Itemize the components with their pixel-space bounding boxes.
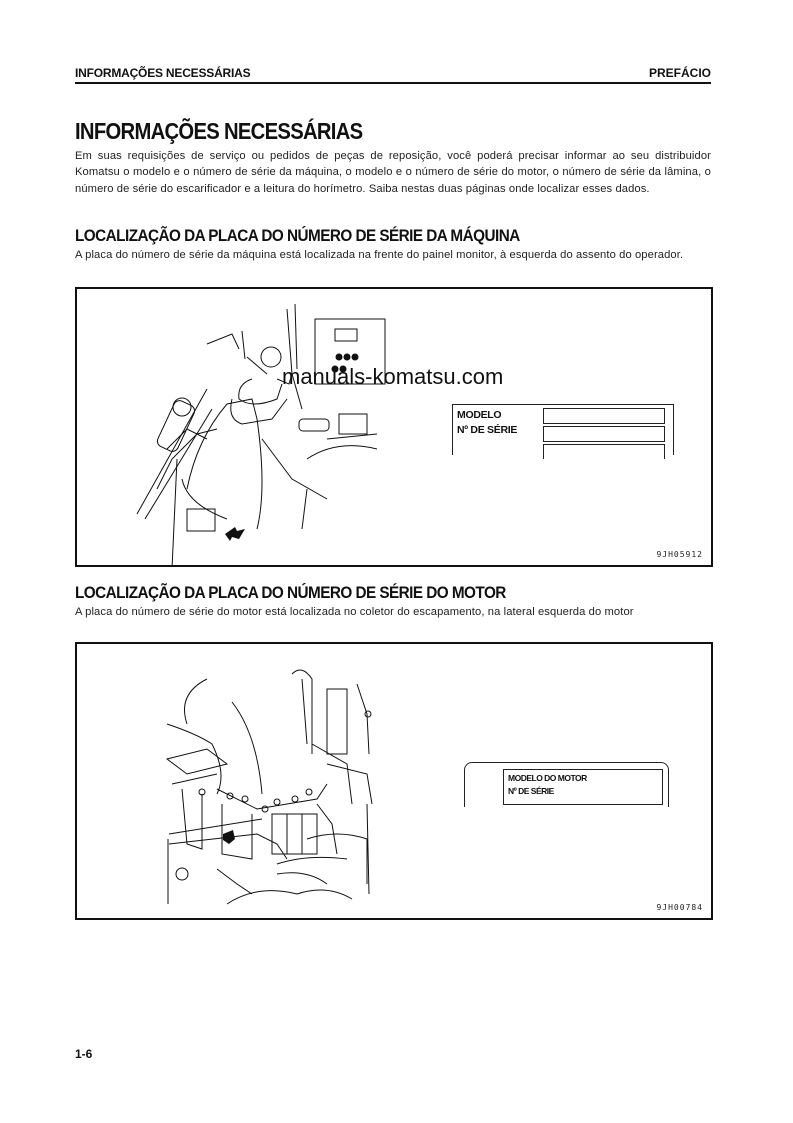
machine-serial-plate	[452, 404, 674, 455]
header-section: INFORMAÇÕES NECESSÁRIAS	[75, 66, 251, 80]
engine-plate-inner	[503, 769, 663, 805]
pointer-arrow-icon	[223, 830, 235, 844]
plate-label-model: MODELO	[457, 409, 502, 421]
engine-serial-plate	[464, 762, 669, 807]
page-number: 1-6	[75, 1047, 93, 1061]
pointer-arrow-icon	[225, 527, 245, 541]
header-chapter: PREFÁCIO	[648, 66, 711, 80]
section-heading-machine: LOCALIZAÇÃO DA PLACA DO NÚMERO DE SÉRIE DA MÁQUINA	[75, 226, 520, 245]
watermark: manuals-komatsu.com	[282, 364, 504, 389]
plate-field-extra	[543, 444, 665, 459]
plate-field-model	[543, 408, 665, 424]
page-title: INFORMAÇÕES NECESSÁRIAS	[75, 118, 363, 144]
plate-label-engine-model: MODELO DO MOTOR	[508, 773, 587, 783]
plate-label-engine-serial: Nº DE SÉRIE	[508, 786, 554, 796]
header-divider	[75, 82, 711, 84]
section-text-machine: A placa do número de série da máquina está localizada na frente do painel monitor, à esquerda do assento do operador.	[75, 249, 684, 261]
section-heading-engine: LOCALIZAÇÃO DA PLACA DO NÚMERO DE SÉRIE DO MOTOR	[75, 583, 506, 602]
section-text-engine: A placa do número de série do motor está localizada no coletor do escapamento, na lateral esquerda do motor	[75, 606, 634, 618]
figure-code: 9JH05912	[656, 550, 703, 559]
intro-paragraph: Em suas requisições de serviço ou pedidos de peças de reposição, você poderá precisar informar ao seu distribuidor Komatsu o modelo e o número de série da máquina, o modelo e o número de série do motor, o número de série da lâmina, o número de série do escarificador e a leitura do horímetro. Saiba nestas duas páginas onde localizar esses dados.	[75, 150, 711, 195]
running-header	[75, 66, 711, 82]
plate-label-serial: Nº DE SÉRIE	[457, 424, 518, 436]
plate-field-serial	[543, 426, 665, 442]
figure-code: 9JH00784	[656, 903, 703, 912]
